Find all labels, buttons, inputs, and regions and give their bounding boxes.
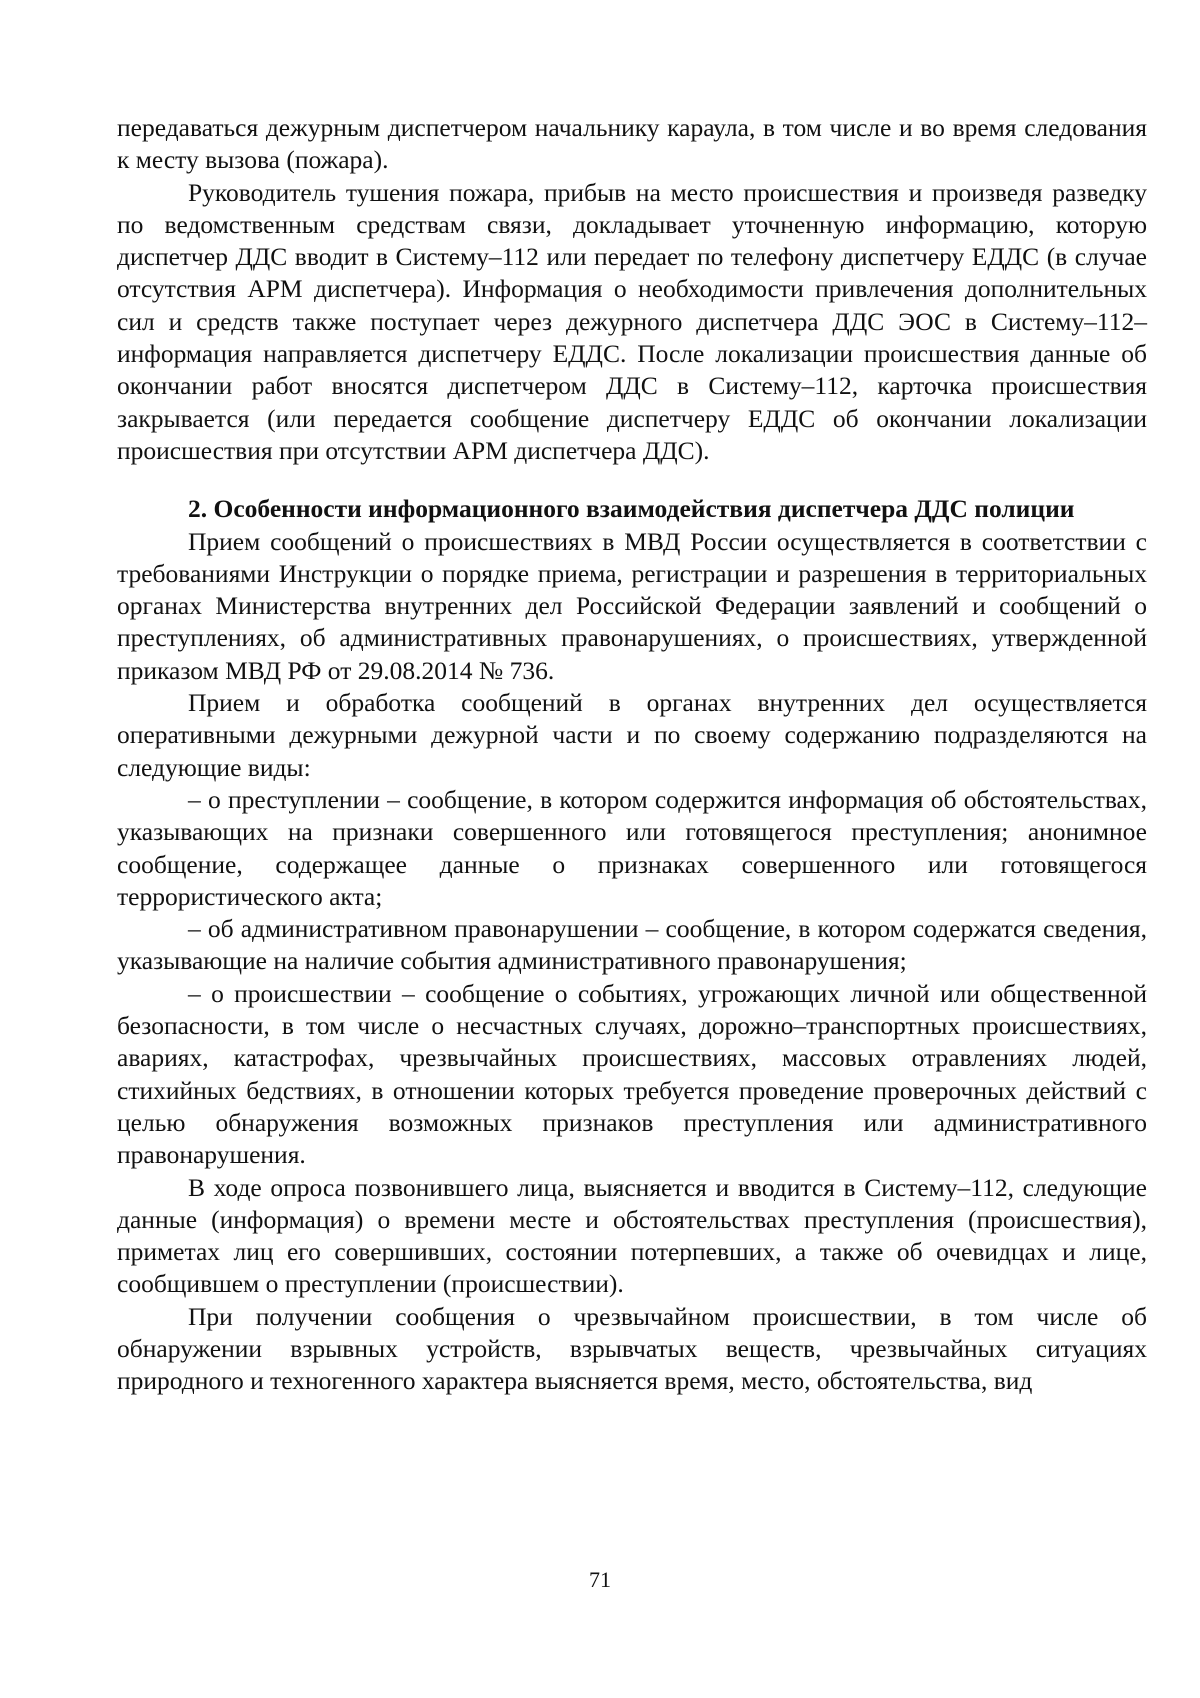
paragraph-reception-rules: Прием сообщений о происшествиях в МВД России осуществляется в соответствии с требованиями Инструкции о порядке приема, регистрации и разрешения в территориальных органах Министерства внутренних дел Российской Федерации заявлений и сообщений о преступлениях, об административных правонарушениях, о происшествиях, утвержденной приказом МВД РФ от 29.08.2014 № 736. <box>117 526 1147 685</box>
document-page <box>117 112 1147 1398</box>
section-heading: 2. Особенности информационного взаимодействия диспетчера ДДС полиции <box>188 494 1075 524</box>
paragraph-emergency: При получении сообщения о чрезвычайном происшествии, в том числе об обнаружении взрывных устройств, взрывчатых веществ, чрезвычайных ситуациях природного и техногенного характера выясняется время, место, обстоятельства, вид <box>117 1301 1147 1396</box>
list-item-administrative: – об административном правонарушении – сообщение, в котором содержатся сведения, указывающие на наличие события административного правонарушения; <box>117 914 1147 976</box>
page-number: 71 <box>589 1567 611 1592</box>
paragraph-fire-chief: Руководитель тушения пожара, прибыв на место происшествия и произведя разведку по ведомственным средствам связи, докладывает уточненную информацию, которую диспетчер ДДС вводит в Систему–112 или передает по телефону диспетчеру ЕДДС (в случае отсутствия АРМ диспетчера). Информация о необходимости привлечения дополнительных сил и средств также поступает через дежурного диспетчера ДДС ЭОС в Систему–112–информация направляется диспетчеру ЕДДС. После локализации происшествия данные об окончании работ вносятся диспетчером ДДС в Систему–112, карточка происшествия закрывается (или передается сообщение диспетчеру ЕДДС об окончании локализации происшествия при отсутствии АРМ диспетчера ДДС). <box>117 177 1147 465</box>
paragraph-caller-survey: В ходе опроса позвонившего лица, выясняется и вводится в Систему–112, следующие данные (информация) о времени месте и обстоятельствах преступления (происшествия), приметах лиц его совершивших, состоянии потерпевших, а также об очевидцах и лице, сообщившем о преступлении (происшествии). <box>117 1172 1147 1299</box>
paragraph-processing: Прием и обработка сообщений в органах внутренних дел осуществляется оперативными дежурными дежурной части и по своему содержанию подразделяются на следующие виды: <box>117 688 1147 782</box>
list-item-incident: – о происшествии – сообщение о событиях, угрожающих личной или общественной безопасности, в том числе о несчастных случаях, дорожно–транспортных происшествиях, авариях, катастрофах, чрезвычайных происшествиях, массовых отравлениях людей, стихийных бедствиях, в отношении которых требуется проведение проверочных действий с целью обнаружения возможных признаков преступления или административного правонарушения. <box>117 978 1147 1170</box>
paragraph-continuation: передаваться дежурным диспетчером начальнику караула, в том числе и во время следования к месту вызова (пожара). <box>117 113 1147 175</box>
list-item-crime: – о преступлении – сообщение, в котором содержится информация об обстоятельствах, указывающих на признаки совершенного или готовящегося преступления; анонимное сообщение, содержащее данные о признаках совершенного или готовящегося террористического акта; <box>117 784 1147 911</box>
